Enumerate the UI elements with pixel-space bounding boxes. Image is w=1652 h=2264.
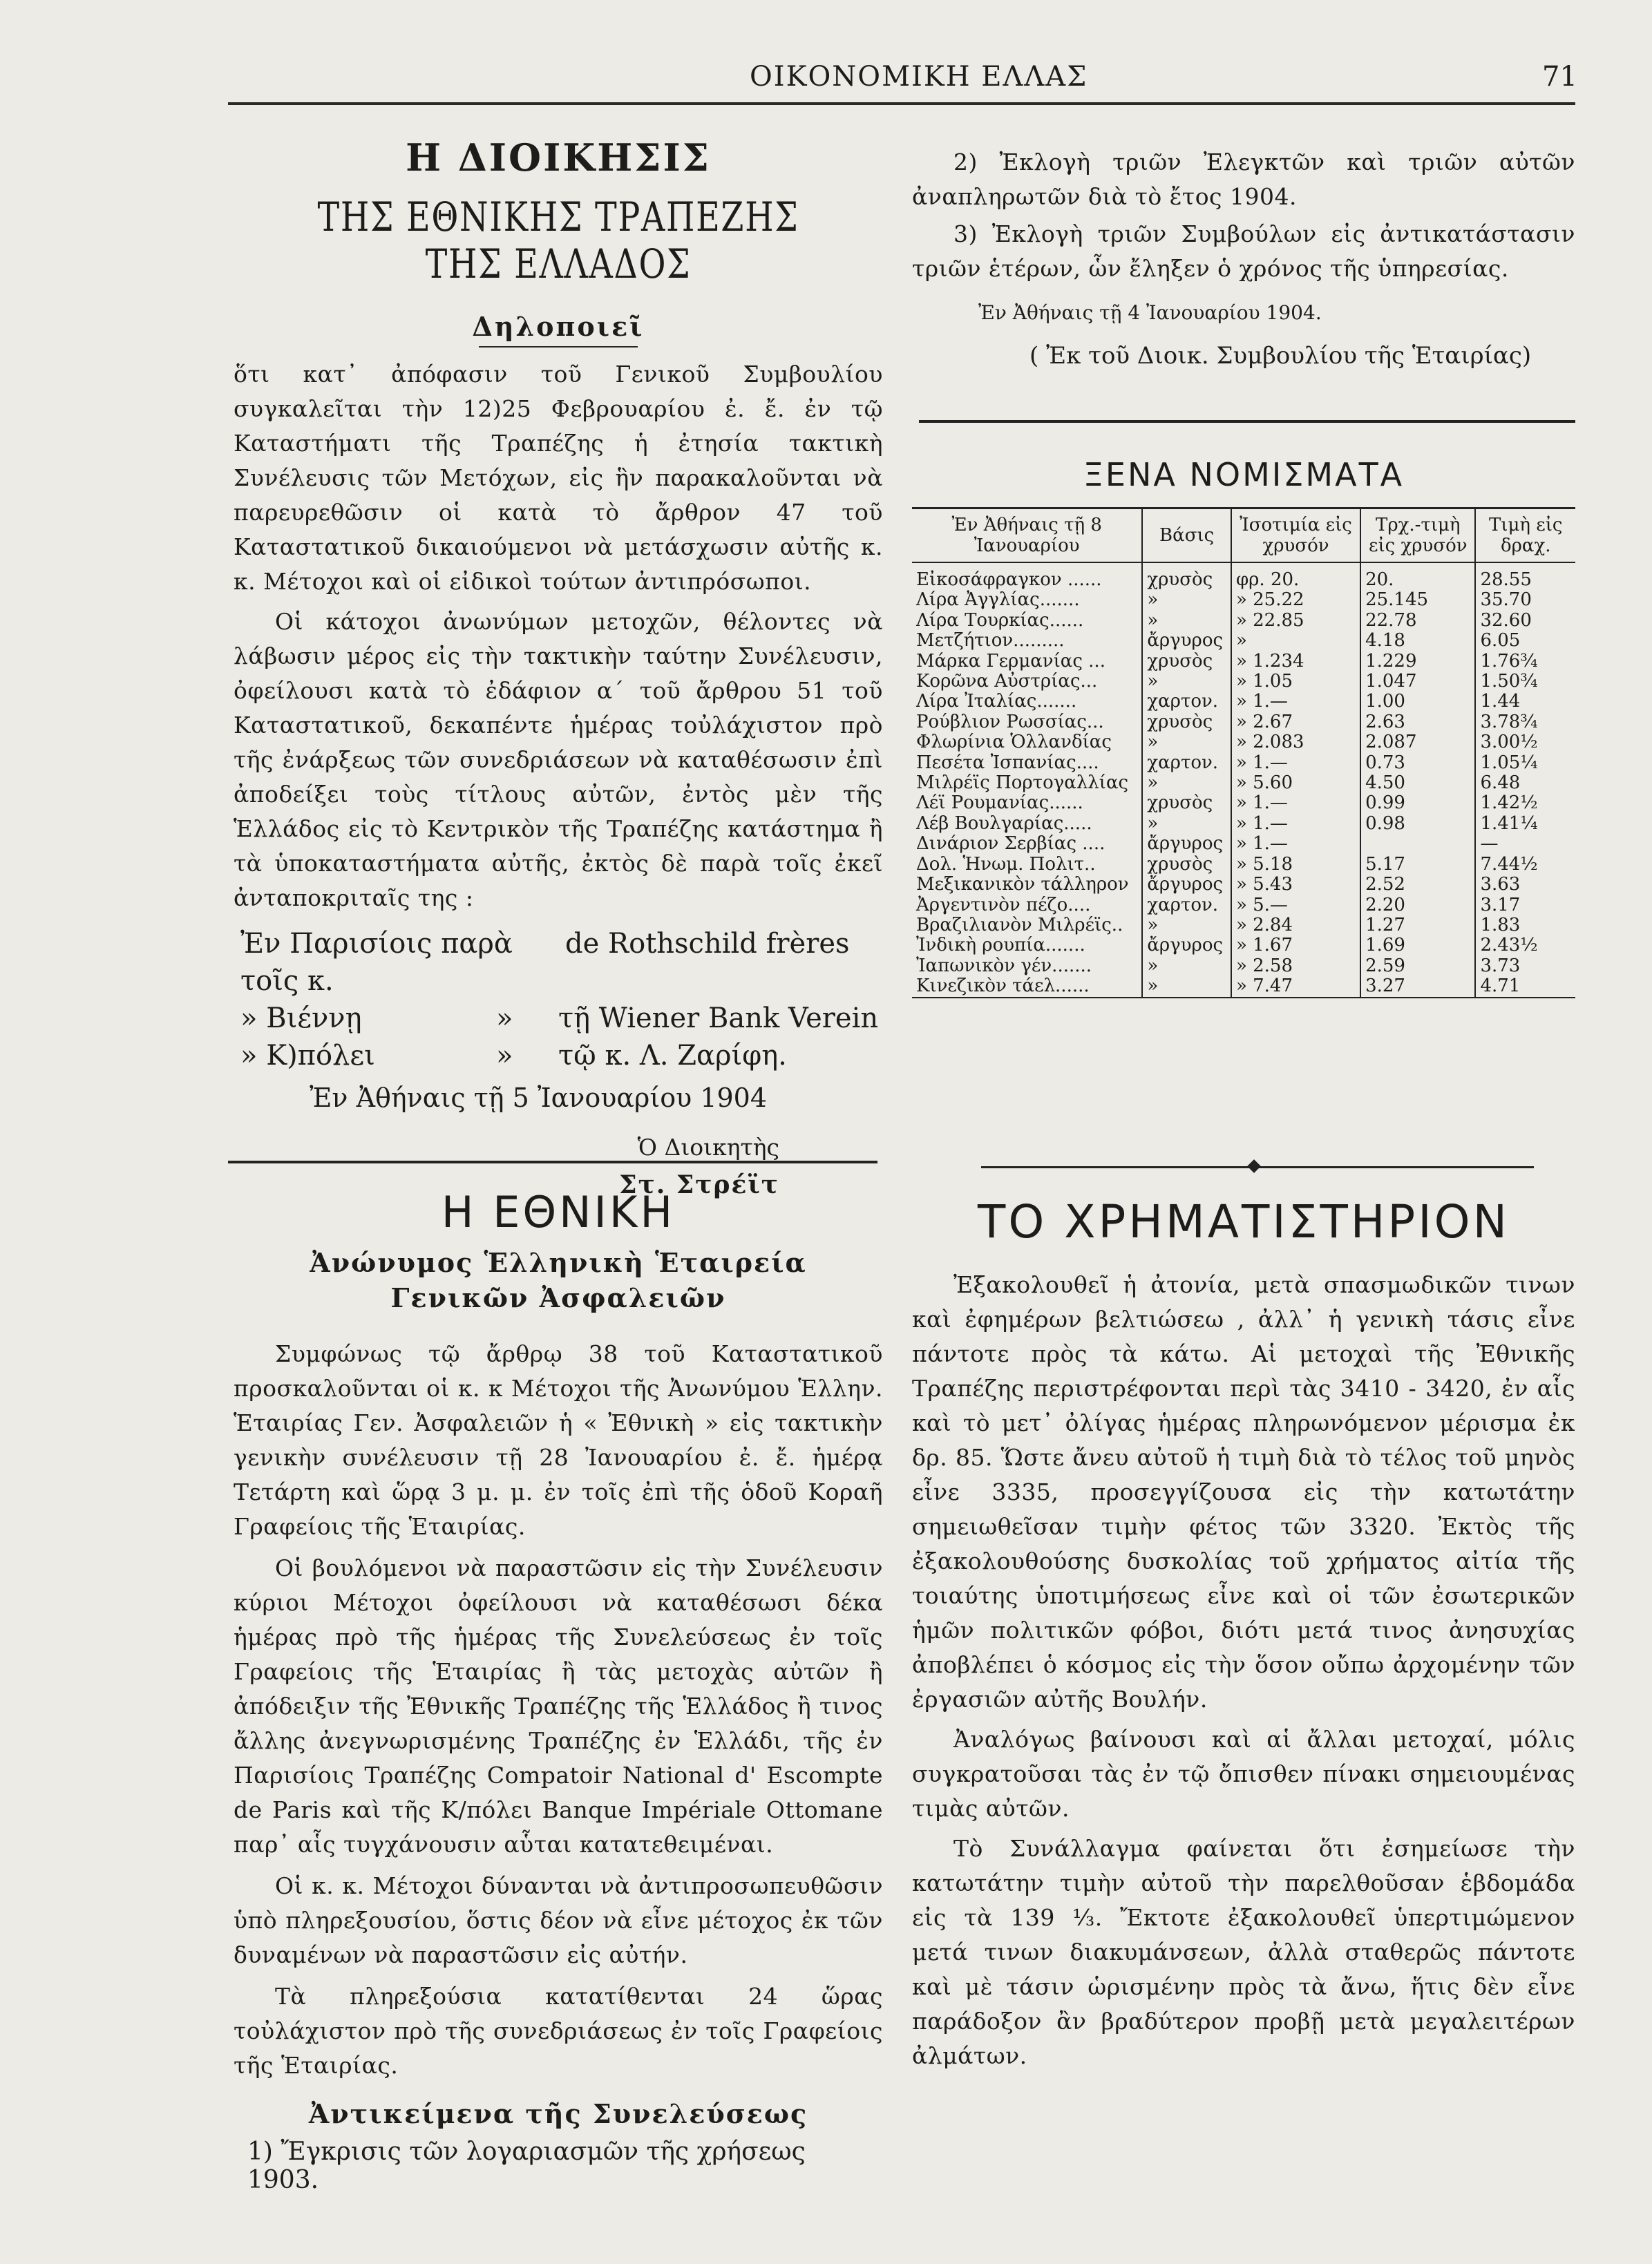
currency-basis: ἄργυρος: [1142, 631, 1231, 651]
currency-name: Ἀργεντινὸν πέζο....: [916, 894, 1091, 915]
currency-basis: χρυσὸς: [1142, 855, 1231, 875]
insurance-notice: [234, 1187, 883, 2194]
currency-row: [912, 935, 1575, 955]
insurance-company-type: Γενικῶν Ἀσφαλειῶν: [390, 1282, 726, 1313]
currency-row: [912, 976, 1575, 997]
currency-drachma-price: 3.17: [1475, 895, 1575, 915]
currency-basis: »: [1142, 814, 1231, 834]
currency-drachma-price: 1.41¼: [1475, 814, 1575, 834]
agenda-continuation: [912, 145, 1575, 370]
currency-parity: » 2.58: [1231, 956, 1360, 976]
currency-parity: » 1.—: [1231, 753, 1360, 773]
header-cell-drachma-price: Τιμὴ εἰς δραχ.: [1475, 508, 1575, 563]
currency-market-price: 0.98: [1360, 814, 1475, 834]
currency-market-price: 1.69: [1360, 935, 1475, 955]
currency-market-price: 1.047: [1360, 672, 1475, 692]
correspondent-row: Ἐν Παρισίοις παρὰ τοῖς κ. de Rothschild frères: [240, 928, 850, 997]
stock-exchange-para: Ἐξακολουθεῖ ἡ ἀτονία, μετὰ σπασμωδικῶν τινων καὶ ἐφημέρων βελτιώσεω , ἀλλ᾽ ἡ γενικὴ τάσις εἶνε πάντοτε πρὸς τὰ κάτω. Αἱ μετοχαὶ τῆς Ἐθνικῆς Τραπέζης περιστρέφονται περὶ τὰς 3410 - 3420, ἐν αἷς καὶ τὸ μετ᾽ ὀλίγας ἡμέρας πληρωνόμενον μέρισμα ἐκ δρ. 85. Ὥστε ἄνευ αὐτοῦ ἡ τιμὴ διὰ τὸ τέλος τοῦ μηνὸς εἶνε 3335, προσεγγίζουσα εἰς τὴν κατωτάτην σημειωθεῖσαν τιμὴν φέτος τῶν 3320. Ἐκτὸς τῆς ἐξακολουθούσης δυσκολίας τοῦ χρήματος αἰτία τῆς τοιαύτης ὑποτιμήσεως εἶνε καὶ οἱ τῶν ἐσωτερικῶν ἡμῶν πολιτικῶν φόβοι, διότι μετά τινος ἀνησυχίας ἀποβλέπει ὁ κόσμος εἰς τὴν ὅσον οὔπω ἀρχομένην τῶν ἐργασιῶν αὐτῆς Βουλήν.: [912, 1271, 1575, 1713]
currency-parity: »: [1231, 631, 1360, 651]
stock-exchange-title: ΤΟ ΧΡΗΜΑΤΙΣΤΗΡΙΟΝ: [978, 1195, 1510, 1248]
currency-drachma-price: 1.44: [1475, 692, 1575, 712]
currency-row: [912, 672, 1575, 692]
bank-notice-declares: Δηλοποιεῖ: [472, 311, 645, 342]
correspondent-row: » Κ)πόλει » τῷ κ. Λ. Ζαρίφη.: [240, 1040, 787, 1072]
currency-parity: » 1.—: [1231, 834, 1360, 854]
currency-drachma-price: 35.70: [1475, 590, 1575, 610]
bank-notice-para: ὅτι κατ᾽ ἀπόφασιν τοῦ Γενικοῦ Συμβουλίου συγκαλεῖται τὴν 12)25 Φεβρουαρίου ἐ. ἔ. ἐν τῷ Καταστήματι τῆς Τραπέζης ἡ ἐτησία τακτικὴ Συνέλευσις τῶν Μετόχων, εἰς ἣν παρακαλοῦνται νὰ παρευρεθῶσιν οἱ κατὰ τὸ ἄρθρον 47 τοῦ Καταστατικοῦ δικαιούμενοι νὰ μετάσχωσιν αὐτῆς κ. κ. Μέτοχοι καὶ οἱ εἰδικοὶ τούτων ἀντιπρόσωποι.: [234, 361, 883, 595]
currency-basis: »: [1142, 672, 1231, 692]
currency-name: Ρούβλιον Ρωσσίας...: [916, 711, 1104, 732]
currency-drachma-price: 1.50¾: [1475, 672, 1575, 692]
currency-name: Λίρα Ἀγγλίας.......: [916, 589, 1080, 611]
currency-basis: χρυσὸς: [1142, 651, 1231, 672]
currency-row: [912, 753, 1575, 773]
currency-row: [912, 956, 1575, 976]
currency-row: [912, 915, 1575, 935]
diamond-ornament: [1247, 1159, 1261, 1173]
currency-row: [912, 611, 1575, 631]
agenda-title: Ἀντικείμενα τῆς Συνελεύσεως: [308, 2098, 808, 2129]
header-cell-parity: Ἰσοτιμία εἰς χρυσόν: [1231, 508, 1360, 563]
foreign-currencies: [912, 456, 1575, 998]
insurance-notice-title: Η ΕΘΝΙΚΗ: [441, 1187, 676, 1237]
insurance-notice-para: Οἱ κ. κ. Μέτοχοι δύνανται νὰ ἀντιπροσωπευθῶσιν ὑπὸ πληρεξουσίου, ὅστις δέον νὰ εἶνε μέτοχος ἐκ τῶν δυναμένων νὰ παραστῶσιν εἰς αὐτήν.: [234, 1872, 883, 1968]
bank-notice-title: Η ΔΙΟΙΚΗΣΙΣ: [406, 135, 711, 180]
currency-name: Φλωρίνια Ὁλλανδίας: [916, 732, 1112, 753]
currency-name: Εἰκοσάφραγκον ......: [916, 569, 1102, 590]
currency-row: [912, 875, 1575, 895]
currency-market-price: 1.00: [1360, 692, 1475, 712]
currency-basis: »: [1142, 611, 1231, 631]
currency-market-price: [1360, 834, 1475, 854]
currency-market-price: 2.59: [1360, 956, 1475, 976]
currency-name: Δολ. Ἡνωμ. Πολιτ..: [916, 853, 1096, 875]
header-cell-date: Ἐν Ἀθήναις τῇ 8 Ἰανουαρίου: [912, 508, 1142, 563]
currency-parity: » 5.18: [1231, 855, 1360, 875]
currency-basis: »: [1142, 976, 1231, 997]
header-cell-market-price: Τρχ.-τιμὴ εἰς χρυσόν: [1360, 508, 1475, 563]
currency-market-price: 25.145: [1360, 590, 1475, 610]
currency-market-price: 0.99: [1360, 793, 1475, 813]
stock-exchange-para: Τὸ Συνάλλαγμα φαίνεται ὅτι ἐσημείωσε τὴν κατωτάτην τιμὴν αὐτοῦ τὴν παρελθοῦσαν ἑβδομάδα εἰς τὰ 139 ⅓. Ἔκτοτε ἐξακολουθεῖ ὑπερτιμώμενον μετά τινων διακυμάνσεων, ἀλλὰ σταθερῶς πάντοτε καὶ μὲ τάσιν ὡρισμένην πρὸς τὰ ἄνω, ἥτις δὲν εἶνε παράδοξον ἂν βραδύτερον προβῇ μετὰ μεγαλειτέρων ἀλμάτων.: [912, 1835, 1575, 2069]
currency-drachma-price: 6.48: [1475, 773, 1575, 793]
currency-basis: χρυσὸς: [1142, 562, 1231, 590]
currency-parity: » 1.—: [1231, 814, 1360, 834]
currency-parity: » 1.—: [1231, 793, 1360, 813]
currency-basis: χρυσὸς: [1142, 712, 1231, 732]
currency-market-price: 5.17: [1360, 855, 1475, 875]
currency-basis: ἄργυρος: [1142, 935, 1231, 955]
bank-notice-subtitle-line: ΤΗΣ ΕΘΝΙΚΗΣ ΤΡΑΠΕΖΗΣ ΤΗΣ ΕΛΛΑΔΟΣ: [317, 193, 799, 287]
currency-row: [912, 562, 1575, 590]
currency-market-price: 20.: [1360, 562, 1475, 590]
currency-basis: »: [1142, 590, 1231, 610]
currency-name: Λέϊ Ρουμανίας......: [916, 792, 1083, 814]
currency-name: Κινεζικὸν τάελ......: [912, 976, 1142, 997]
section-rule: [228, 1161, 877, 1163]
currency-row: [912, 590, 1575, 610]
running-title: ΟΙΚΟΝΟΜΙΚΗ ΕΛΛΑΣ: [750, 61, 1088, 93]
agenda-item: 2) Ἐκλογὴ τριῶν Ἐλεγκτῶν καὶ τριῶν αὐτῶν ἀναπληρωτῶν διὰ τὸ ἔτος 1904.: [912, 149, 1575, 210]
currency-basis: »: [1142, 773, 1231, 793]
insurance-notice-date: Ἐν Ἀθήναις τῇ 4 Ἰανουαρίου 1904.: [978, 301, 1322, 324]
header-cell-basis: Βάσις: [1142, 508, 1231, 563]
currency-name: Πεσέτα Ἰσπανίας....: [916, 752, 1099, 773]
currency-name: Βραζιλιανὸν Μιλρέϊς..: [916, 914, 1123, 935]
currency-drachma-price: 7.44½: [1475, 855, 1575, 875]
currency-basis: »: [1142, 915, 1231, 935]
currency-parity: » 7.47: [1231, 976, 1360, 997]
currency-drachma-price: 4.71: [1475, 976, 1575, 997]
currency-parity: » 2.67: [1231, 712, 1360, 732]
currency-parity: » 1.67: [1231, 935, 1360, 955]
currency-parity: » 5.60: [1231, 773, 1360, 793]
currency-name: Μεξικανικὸν τάλληρον: [916, 874, 1129, 895]
currency-market-price: 2.63: [1360, 712, 1475, 732]
currency-drachma-price: 32.60: [1475, 611, 1575, 631]
stock-exchange: [912, 1195, 1575, 2073]
currency-parity: » 5.43: [1231, 875, 1360, 895]
currency-row: [912, 631, 1575, 651]
currency-drachma-price: 1.76¾: [1475, 651, 1575, 672]
currency-name: Λίρα Τουρκίας......: [916, 609, 1084, 631]
header-rule: [228, 102, 1575, 105]
insurance-notice-signer: ( Ἐκ τοῦ Διοικ. Συμβουλίου τῆς Ἑταιρίας): [1029, 342, 1532, 370]
currency-drachma-price: 3.00½: [1475, 732, 1575, 752]
insurance-notice-para: Οἱ βουλόμενοι νὰ παραστῶσιν εἰς τὴν Συνέλευσιν κύριοι Μέτοχοι ὀφείλουσι νὰ καταθέσωσι δέκα ἡμέρας πρὸ τῆς ἡμέρας τῆς Συνελεύσεως ἐν τοῖς Γραφείοις τῆς Ἑταιρίας ἢ τὰς μετοχὰς αὐτῶν ἢ ἀπόδειξιν τῆς Ἐθνικῆς Τραπέζης τῆς Ἑλλάδος ἢ τινος ἄλλης ἀνεγνωρισμένης Τραπέζης ἐν Ἑλλάδι, τῆς ἐν Παρισίοις Τραπέζης Compatoir National d' Escompte de Paris καὶ τῆς Κ/πόλει Banque Impériale Ottomane παρ᾽ αἷς τυγχάνουσιν αὗται κατατεθειμέναι.: [234, 1554, 883, 1858]
insurance-notice-para: Τὰ πληρεξούσια κατατίθενται 24 ὥρας τοὐλάχιστον πρὸ τῆς συνεδριάσεως ἐν τοῖς Γραφείοις τῆς Ἑταιρίας.: [234, 1983, 883, 2079]
currency-table: [912, 507, 1575, 998]
currency-parity: » 2.84: [1231, 915, 1360, 935]
currency-row: [912, 834, 1575, 854]
currency-drachma-price: 6.05: [1475, 631, 1575, 651]
currency-row: [912, 712, 1575, 732]
page-number: 71: [1542, 61, 1577, 93]
stock-exchange-para: Ἀναλόγως βαίνουσι καὶ αἱ ἄλλαι μετοχαί, μόλις συγκρατοῦσαι τὰς ἐν τῷ ὄπισθεν πίνακι σημειουμένας τιμὰς αὐτῶν.: [912, 1726, 1575, 1822]
currency-market-price: 4.50: [1360, 773, 1475, 793]
currency-row: [912, 732, 1575, 752]
currency-parity: » 2.083: [1231, 732, 1360, 752]
currency-parity: φρ. 20.: [1231, 562, 1360, 590]
currency-parity: » 1.05: [1231, 672, 1360, 692]
currency-market-price: 0.73: [1360, 753, 1475, 773]
currency-name: Δινάριον Σερβίας ....: [916, 833, 1105, 855]
currency-market-price: 2.20: [1360, 895, 1475, 915]
short-divider: [479, 346, 638, 348]
currency-parity: » 1.234: [1231, 651, 1360, 672]
currency-name: Λίρα Ἰταλίας.......: [916, 691, 1077, 712]
currency-drachma-price: 28.55: [1475, 562, 1575, 590]
currency-name: Μιλρέϊς Πορτογαλλίας: [916, 772, 1129, 794]
currency-table-body: [912, 562, 1575, 998]
governor-signature: Στ. Στρέϊτ: [619, 1170, 779, 1199]
currency-row: [912, 895, 1575, 915]
currency-market-price: 22.78: [1360, 611, 1475, 631]
currency-drachma-price: 1.83: [1475, 915, 1575, 935]
currency-name: Λέβ Βουλγαρίας.....: [916, 812, 1092, 834]
currency-drachma-price: 1.05¼: [1475, 753, 1575, 773]
currency-table-header: [912, 508, 1575, 563]
currency-row: [912, 692, 1575, 712]
currency-row: [912, 814, 1575, 834]
currency-parity: » 22.85: [1231, 611, 1360, 631]
currency-basis: ἄργυρος: [1142, 875, 1231, 895]
currency-basis: χαρτον.: [1142, 753, 1231, 773]
currency-market-price: 1.27: [1360, 915, 1475, 935]
currency-market-price: 2.52: [1360, 875, 1475, 895]
currency-drachma-price: 1.42½: [1475, 793, 1575, 813]
currency-row: [912, 793, 1575, 813]
currency-row: [912, 773, 1575, 793]
currency-market-price: 1.229: [1360, 651, 1475, 672]
currency-market-price: 3.27: [1360, 976, 1475, 997]
currency-drachma-price: 3.78¾: [1475, 712, 1575, 732]
currency-drachma-price: —: [1475, 834, 1575, 854]
currency-name: Κορῶνα Αὐστρίας...: [916, 671, 1098, 692]
currency-basis: ἄργυρος: [1142, 834, 1231, 854]
insurance-notice-para: Συμφώνως τῷ ἄρθρῳ 38 τοῦ Καταστατικοῦ προσκαλοῦνται οἱ κ. κ Μέτοχοι τῆς Ἀνωνύμου Ἑλλην. Ἑταιρίας Γεν. Ἀσφαλειῶν ἡ « Ἐθνικὴ » εἰς τακτικὴν γενικὴν συνέλευσιν τῇ 28 Ἰανουαρίου ἐ. ἔ. ἡμέρᾳ Τετάρτη καὶ ὥρᾳ 3 μ. μ. ἐν τοῖς ἐπὶ τῆς ὁδοῦ Κοραῆ Γραφείοις τῆς Ἑταιρίας.: [234, 1340, 883, 1540]
currency-market-price: 4.18: [1360, 631, 1475, 651]
bank-notice: [234, 135, 883, 1199]
bank-notice-para: Οἱ κάτοχοι ἀνωνύμων μετοχῶν, θέλοντες νὰ λάβωσιν μέρος εἰς τὴν τακτικὴν ταύτην Συνέλευσιν, ὀφείλουσι κατὰ τὸ ἐδάφιον α´ τοῦ ἄρθρου 51 τοῦ Καταστατικοῦ, δεκαπέντε ἡμέρας τοὐλάχιστον πρὸ τῆς ἐνάρξεως τῶν συνεδριάσεων νὰ καταθέσωσιν ἐπὶ ἀποδείξει τοὺς τίτλους αὐτῶν, ἐντὸς μὲν τῆς Ἑλλάδος εἰς τὸ Κεντρικὸν τῆς Τραπέζης κατάστημα ἢ τὰ ὑποκαταστήματα αὐτῆς, ἐκτὸς δὲ παρὰ τοῖς ἐκεῖ ἀνταποκριταῖς της :: [234, 608, 883, 911]
currency-basis: »: [1142, 956, 1231, 976]
currency-basis: »: [1142, 732, 1231, 752]
insurance-company-name: Ἀνώνυμος Ἑλληνικὴ Ἑταιρεία: [310, 1247, 807, 1278]
currency-parity: » 25.22: [1231, 590, 1360, 610]
currency-parity: » 1.—: [1231, 692, 1360, 712]
currency-basis: χαρτον.: [1142, 692, 1231, 712]
currency-name: Μάρκα Γερμανίας ...: [916, 650, 1105, 672]
currency-drachma-price: 3.73: [1475, 956, 1575, 976]
currency-name: Μετζήτιον.........: [916, 630, 1065, 651]
currency-name: Ἰαπωνικὸν γέν.......: [916, 955, 1092, 976]
currency-row: [912, 855, 1575, 875]
currency-row: [912, 651, 1575, 672]
currency-market-price: 2.087: [1360, 732, 1475, 752]
currency-drachma-price: 2.43½: [1475, 935, 1575, 955]
correspondent-list: [234, 925, 883, 1074]
bank-notice-date: Ἐν Ἀθήναις τῇ 5 Ἰανουαρίου 1904: [310, 1083, 768, 1113]
correspondent-row: » Βιέννῃ » τῇ Wiener Bank Verein: [240, 1002, 879, 1034]
governor-title: Ὁ Διοικητὴς: [637, 1134, 779, 1161]
agenda-item: 3) Ἐκλογὴ τριῶν Συμβούλων εἰς ἀντικατάστασιν τριῶν ἑτέρων, ὧν ἔληξεν ὁ χρόνος τῆς ὑπηρεσίας.: [912, 220, 1575, 282]
section-rule: [919, 420, 1575, 423]
currency-table-title: ΞΕΝΑ ΝΟΜΙΣΜΑΤΑ: [1083, 456, 1405, 493]
currency-drachma-price: 3.63: [1475, 875, 1575, 895]
agenda-item: 1) Ἔγκρισις τῶν λογαριασμῶν τῆς χρήσεως 1903.: [247, 2138, 806, 2194]
currency-parity: » 5.—: [1231, 895, 1360, 915]
currency-basis: χρυσὸς: [1142, 793, 1231, 813]
currency-name: Ἰνδικὴ ρουπία.......: [916, 935, 1085, 956]
currency-basis: χαρτον.: [1142, 895, 1231, 915]
